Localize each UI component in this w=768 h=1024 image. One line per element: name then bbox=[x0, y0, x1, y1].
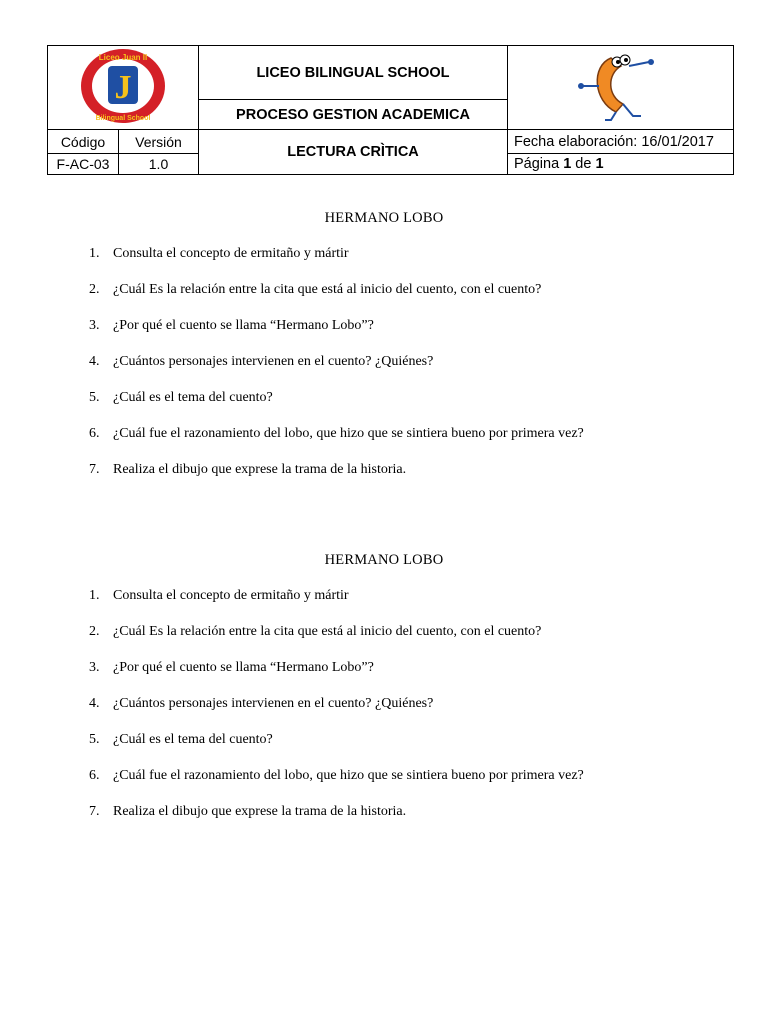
section-title: HERMANO LOBO bbox=[324, 552, 444, 568]
list-item: 3. ¿Por qué el cuento se llama “Hermano Lobo”? bbox=[89, 318, 374, 333]
svg-text:J: J bbox=[114, 69, 132, 106]
version-label: Versión bbox=[119, 130, 199, 154]
code-label: Código bbox=[48, 130, 119, 154]
list-item: 2. ¿Cuál Es la relación entre la cita que está al inicio del cuento, con el cuento? bbox=[89, 282, 542, 297]
school-logo bbox=[78, 46, 168, 126]
school-name: LICEO BILINGUAL SCHOOL bbox=[199, 46, 508, 100]
page-indicator: Página 1 de 1 bbox=[508, 154, 734, 175]
code-value: F-AC-03 bbox=[48, 154, 119, 175]
section-title: HERMANO LOBO bbox=[324, 210, 444, 226]
list-item: 4. ¿Cuántos personajes intervienen en el cuento? ¿Quiénes? bbox=[89, 696, 434, 711]
list-item: 1. Consulta el concepto de ermitaño y mártir bbox=[89, 246, 349, 261]
school-logo-cell bbox=[48, 46, 199, 130]
list-item: 5. ¿Cuál es el tema del cuento? bbox=[89, 390, 273, 405]
list-item: 6. ¿Cuál fue el razonamiento del lobo, que hizo que se sintiera bueno por primera vez? bbox=[89, 768, 584, 783]
list-item: 7. Realiza el dibujo que exprese la trama de la historia. bbox=[89, 804, 407, 819]
svg-text:Liceo Juan II: Liceo Juan II bbox=[98, 53, 148, 62]
list-item: 2. ¿Cuál Es la relación entre la cita que está al inicio del cuento, con el cuento? bbox=[89, 624, 542, 639]
list-item: 4. ¿Cuántos personajes intervienen en el cuento? ¿Quiénes? bbox=[89, 354, 434, 369]
question-section-1 bbox=[0, 209, 768, 479]
question-section-2 bbox=[0, 551, 768, 821]
list-item: 5. ¿Cuál es el tema del cuento? bbox=[89, 732, 273, 747]
list-item: 3. ¿Por qué el cuento se llama “Hermano Lobo”? bbox=[89, 660, 374, 675]
date-label: Fecha elaboración: 16/01/2017 bbox=[508, 130, 734, 154]
mascot-icon bbox=[571, 46, 671, 126]
svg-text:Bilingual School: Bilingual School bbox=[95, 115, 151, 122]
version-value: 1.0 bbox=[119, 154, 199, 175]
process-name: PROCESO GESTION ACADEMICA bbox=[199, 100, 508, 130]
document-header bbox=[47, 45, 734, 175]
list-item: 7. Realiza el dibujo que exprese la trama de la historia. bbox=[89, 462, 407, 477]
document-title: LECTURA CRÌTICA bbox=[199, 130, 508, 175]
list-item: 6. ¿Cuál fue el razonamiento del lobo, que hizo que se sintiera bueno por primera vez? bbox=[89, 426, 584, 441]
list-item: 1. Consulta el concepto de ermitaño y mártir bbox=[89, 588, 349, 603]
mascot-logo-cell bbox=[508, 46, 734, 130]
